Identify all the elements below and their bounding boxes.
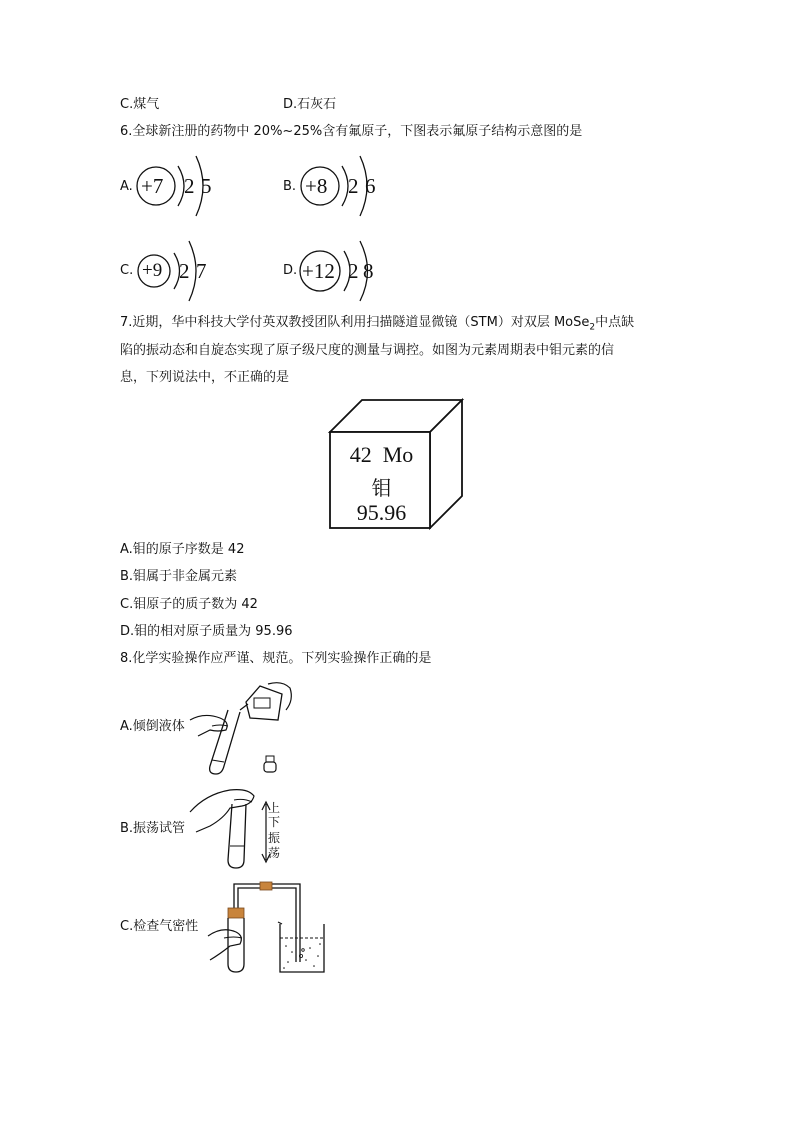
shaking-tube-illustration — [190, 782, 280, 872]
q7-option-d: D.钼的相对原子质量为 95.96 — [120, 624, 293, 639]
q6-option-b-label: B. — [283, 179, 297, 194]
shake-label-2: 下 — [268, 815, 281, 829]
element-mass: 95.96 — [356, 500, 407, 525]
pouring-liquid-illustration — [190, 680, 300, 780]
q6-option-c-nucleus: +9 — [142, 260, 163, 281]
q6-option-c-label: C. — [120, 263, 134, 278]
q6-option-b-shell2: 6 — [365, 174, 376, 198]
q5-option-d: D.石灰石 — [283, 97, 337, 112]
element-name: 钼 — [371, 476, 392, 500]
q6-option-b-nucleus: +8 — [305, 174, 328, 198]
q6-option-a-label: A. — [120, 179, 133, 194]
airtightness-check-illustration — [200, 876, 330, 976]
q7-stem-line2: 陷的振动态和自旋态实现了原子级尺度的测量与调控。如图为元素周期表中钼元素的信 — [120, 343, 615, 358]
shake-label-3: 振 — [268, 831, 281, 845]
q8-option-c: C.检查气密性 — [120, 919, 199, 934]
q7-option-b: B.钼属于非金属元素 — [120, 569, 238, 584]
q6-option-d-nucleus: +12 — [302, 259, 335, 283]
q7-option-a: A.钼的原子序数是 42 — [120, 542, 245, 557]
q7-option-c: C.钼原子的质子数为 42 — [120, 597, 258, 612]
shake-label-1: 上 — [268, 801, 281, 815]
q6-option-d-shell1: 2 — [348, 259, 359, 283]
q6-option-d-shell2: 8 — [363, 259, 374, 283]
shake-label-4: 荡 — [268, 846, 281, 860]
element-number-symbol: 42 Mo — [349, 442, 414, 467]
q8-stem: 8.化学实验操作应严谨、规范。下列实验操作正确的是 — [120, 651, 432, 666]
q8-option-a: A.倾倒液体 — [120, 719, 185, 734]
element-cell — [330, 400, 433, 528]
q8-option-b: B.振荡试管 — [120, 821, 186, 836]
q6-option-d-label: D. — [283, 263, 298, 278]
q7-stem-line1: 7.近期，华中科技大学付英双教授团队利用扫描隧道显微镜（STM）对双层 MoSe$_2$中点缺 — [120, 315, 635, 333]
q6-option-a-shell2: 5 — [201, 174, 212, 198]
q6-option-b-shell1: 2 — [348, 174, 359, 198]
q5-option-c: C.煤气 — [120, 97, 160, 112]
q6-option-a-shell1: 2 — [184, 174, 195, 198]
q6-option-a-nucleus: +7 — [141, 174, 164, 198]
q6-option-c-shell2: 7 — [196, 259, 207, 283]
q6-option-c-shell1: 2 — [179, 259, 190, 283]
q7-stem-line3: 息，下列说法中，不正确的是 — [120, 370, 290, 385]
q6-stem: 6.全球新注册的药物中 20%~25%含有氟原子，下图表示氟原子结构示意图的是 — [120, 124, 583, 139]
